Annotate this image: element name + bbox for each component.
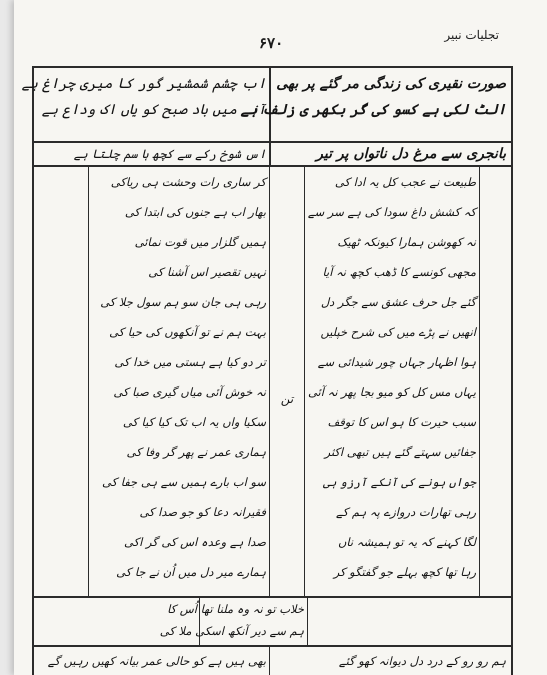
frame-right-rule	[511, 66, 513, 675]
body-left-line-2: بھار اب ہے جنوں کی ابتدا کی	[124, 205, 266, 219]
frame-left-rule	[32, 66, 34, 675]
book-page	[14, 0, 547, 675]
body-center-rule-1	[269, 165, 270, 597]
bottom-row-center-rule	[269, 645, 270, 675]
body-left-rule	[88, 165, 89, 597]
body-right-line-12: رہی تھارات دروازے پہ ہم کے	[336, 505, 476, 519]
body-right-line-1: طبیعت نے عجب کل یہ ادا کی	[334, 175, 476, 189]
top-right-line-1: صورت نقیری کی زندگی مر گئے پر بھی	[276, 76, 506, 92]
body-left-line-7: تر دو کیا ہے ہستی میں خدا کی	[114, 355, 266, 369]
body-left-line-5: رہی ہی جان سو ہم سول جلا کی	[100, 295, 266, 309]
mid-couplet-line-2: ہم سے دیر آنکھ اسکی ملا کی	[159, 624, 304, 638]
body-left-line-6: بہت ہم نے تو آنکھوں کی حیا کی	[109, 325, 266, 339]
couplet-right: بانجری سے مرغ دل ناتواں پر تیر	[316, 146, 506, 162]
couplet-left: اس شوخ رکے سے کچھ ہا سم چلتا ہے	[73, 147, 266, 161]
body-right-line-8: یہاں مس کل کو میو بجا پھر نہ آئی	[307, 385, 476, 399]
body-left-line-10: ہماری عمر نے پھر گر وفا کی	[126, 445, 266, 459]
body-left-line-3: ہمیں گلزار میں قوت نمائی	[134, 235, 266, 249]
body-right-line-13: لگا کہنے کہ یہ تو ہمیشہ ناں	[337, 535, 476, 549]
margin-glyph: تن	[280, 392, 294, 406]
body-right-line-4: مجھی کونسے کا ڈھب کچھ نہ آیا	[322, 265, 476, 279]
running-title: تجلیات نبیر	[444, 28, 499, 42]
body-right-line-6: انھیں نے پڑے میں کی شرح خپلیں	[320, 325, 476, 339]
mid-couplet-line-1: خلاب تو نہ وہ ملنا تھا اُس کا	[167, 602, 304, 616]
top-left-line-2: آنے میں باد صبح کو یاں اک وداع ہے	[41, 102, 266, 118]
body-right-line-3: نہ کھوشن ہمارا کیونکہ ٹھیک	[337, 235, 476, 249]
body-right-line-11: جواں ہونے کی آنکے آرزو ہی	[322, 475, 476, 489]
bottom-row-top-rule	[32, 645, 512, 647]
body-right-line-9: سبب حیرت کا ہو اس کا توقف	[327, 415, 476, 429]
body-left-line-11: سو اب بارے ہمیں سے ہی جفا کی	[102, 475, 266, 489]
body-center-rule-2	[304, 165, 305, 597]
body-right-line-7: ہوا اظہار جہاں چور شیدائی سے	[317, 355, 476, 369]
mid-box-right-rule	[307, 596, 308, 646]
body-right-line-2: کہ کشش داغ سودا کی ہے سر سے	[307, 205, 476, 219]
body-right-line-10: جفائیں سہتے گئے ہیں تبھی اکثر	[324, 445, 476, 459]
top-stanza-divider	[32, 141, 512, 143]
top-left-line-1: اب چشم شمشیر گور کا میری چراغ ہے	[21, 76, 266, 92]
bottom-right-line: ہم رو رو کے درد دل دیوانہ کھو گئے	[338, 654, 506, 668]
body-bottom-rule	[32, 596, 512, 598]
body-right-line-5: گئے جل حرف عشق سے جگر دل	[320, 295, 476, 309]
top-right-line-2: الٹ لکی ہے کسو کی گر بکھر ی زلف ہے	[240, 102, 506, 118]
body-right-rule	[479, 165, 480, 597]
body-left-line-14: ہمارے میر دل میں اُن نے جا کی	[116, 565, 266, 579]
body-left-line-13: صدا ہے وعدہ اس کی گر اکی	[124, 535, 266, 549]
body-left-line-4: نہیں تقصیر اس آشنا کی	[148, 265, 266, 279]
bottom-left-line: بھی ہیں ہے کو حالی عمر بیانہ کھیں رہیں گے	[47, 654, 266, 668]
body-left-line-8: نہ خوش آئی میاں گیری صبا کی	[113, 385, 266, 399]
body-left-line-12: فقیرانہ دعا کو جو صدا کی	[139, 505, 266, 519]
frame-top-rule	[32, 66, 512, 68]
body-left-line-9: سکیا واں یہ اب تک کیا کیا کی	[122, 415, 266, 429]
page-number: ۶۷۰	[259, 34, 284, 52]
couplet-row-divider	[32, 165, 512, 167]
body-right-line-14: رہا تھا کچھ بہلے جو گفتگو کر	[333, 565, 476, 579]
body-left-line-1: کر ساری رات وحشت ہی ریاکی	[110, 175, 266, 189]
